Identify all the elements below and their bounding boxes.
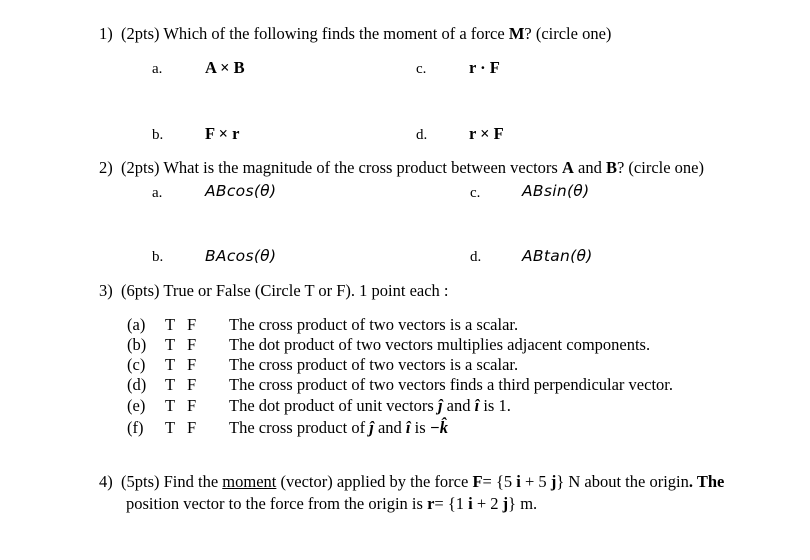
question-text: (2pts) Which of the following finds the moment of a force — [121, 24, 509, 43]
statement-text: The dot product of unit vectors — [229, 396, 438, 415]
false-option[interactable]: F — [187, 315, 197, 334]
question-text: (2pts) What is the magnitude of the cross product between vectors — [121, 158, 562, 177]
question-number: 1) — [99, 24, 113, 43]
option-expression: r · F — [469, 58, 500, 77]
tf-statement — [229, 396, 511, 416]
question-1-prompt — [99, 24, 611, 44]
tf-row — [127, 418, 225, 438]
tf-statement: The dot product of two vectors multiplies adjacent components. — [229, 335, 651, 354]
unit-vector-j: ĵ — [437, 396, 443, 415]
true-option[interactable]: T — [165, 418, 176, 437]
bold-vector: M — [508, 24, 525, 43]
unit-vector-j: j — [550, 472, 557, 491]
tf-row — [127, 375, 225, 395]
tf-label: (c) — [127, 355, 146, 374]
statement-text: and — [373, 418, 406, 437]
tf-row — [127, 355, 225, 375]
option-letter[interactable]: d. — [470, 249, 482, 265]
true-option[interactable]: T — [165, 315, 176, 334]
statement-text: is — [410, 418, 430, 437]
question-3-prompt — [99, 281, 449, 301]
tf-statement: The cross product of two vectors finds a third perpendicular vector. — [229, 375, 673, 394]
option-text[interactable]: ABtan(θ) — [522, 247, 593, 265]
tf-row — [127, 315, 225, 335]
false-option[interactable]: F — [187, 396, 197, 415]
force-value: + 5 — [520, 472, 551, 491]
tf-label: (d) — [127, 375, 147, 394]
statement-text: The cross product of — [229, 418, 370, 437]
option-letter[interactable]: c. — [416, 61, 427, 77]
tf-row — [127, 396, 225, 416]
unit-vector-i: î — [405, 418, 411, 437]
force-value: } N about the origin — [556, 472, 689, 491]
option-letter[interactable]: c. — [470, 185, 481, 201]
option-text[interactable] — [205, 124, 239, 144]
option-text[interactable]: BAcos(θ) — [205, 247, 277, 265]
tf-label: (b) — [127, 335, 147, 354]
bold-vector: A — [561, 158, 574, 177]
position-vector-label: r — [427, 494, 435, 513]
force-vector-label: F — [472, 472, 483, 491]
question-4-prompt — [99, 472, 724, 492]
question-number: 4) — [99, 472, 113, 491]
option-text[interactable] — [205, 58, 245, 78]
unit-vector-j: j — [502, 494, 509, 513]
position-value: = {1 — [434, 494, 469, 513]
option-text[interactable] — [469, 124, 504, 144]
option-letter[interactable]: a. — [152, 185, 163, 201]
question-number: 2) — [99, 158, 113, 177]
option-letter[interactable]: d. — [416, 127, 428, 143]
question-text: (5pts) Find the — [121, 472, 223, 491]
false-option[interactable]: F — [187, 375, 197, 394]
true-option[interactable]: T — [165, 396, 176, 415]
tf-label: (a) — [127, 315, 146, 334]
true-option[interactable]: T — [165, 355, 176, 374]
true-option[interactable]: T — [165, 335, 176, 354]
question-2-prompt — [99, 158, 704, 178]
tf-statement: The cross product of two vectors is a scalar. — [229, 315, 519, 334]
option-text[interactable]: ABsin(θ) — [522, 182, 590, 200]
false-option[interactable]: F — [187, 418, 197, 437]
tf-row — [127, 335, 225, 355]
option-letter[interactable]: b. — [152, 249, 164, 265]
force-value: = {5 — [482, 472, 517, 491]
unit-vector-i: î — [474, 396, 480, 415]
false-option[interactable]: F — [187, 335, 197, 354]
question-text-end: ? (circle one) — [616, 158, 704, 177]
tf-label: (e) — [127, 396, 146, 415]
question-4-line2 — [126, 494, 537, 514]
option-expression: A × B — [205, 58, 245, 77]
option-expression: F × r — [205, 124, 240, 143]
question-text: (vector) applied by the force — [276, 472, 473, 491]
question-number: 3) — [99, 281, 113, 300]
option-text[interactable] — [469, 58, 500, 78]
question-text: position vector to the force from the origin is — [126, 494, 428, 513]
question-text-and: and — [573, 158, 606, 177]
tf-statement — [229, 418, 448, 438]
true-option[interactable]: T — [165, 375, 176, 394]
position-value: } m. — [508, 494, 538, 513]
tf-label: (f) — [127, 418, 144, 437]
unit-vector-j: ĵ — [369, 418, 374, 437]
bold-vector: B — [605, 158, 617, 177]
statement-text: is 1. — [479, 396, 511, 415]
false-option[interactable]: F — [187, 355, 197, 374]
unit-vector-neg-k: −k̂ — [429, 418, 448, 437]
position-value: + 2 — [472, 494, 503, 513]
tf-statement: The cross product of two vectors is a scalar. — [229, 355, 519, 374]
question-text: (6pts) True or False (Circle T or F). 1 point each : — [121, 281, 449, 300]
option-text[interactable]: ABcos(θ) — [205, 182, 277, 200]
unit-vector-i: i — [516, 472, 521, 491]
option-expression: r × F — [469, 124, 504, 143]
question-text: . The — [688, 472, 725, 491]
option-letter[interactable]: b. — [152, 127, 164, 143]
option-letter[interactable]: a. — [152, 61, 163, 77]
question-text-end: ? (circle one) — [524, 24, 612, 43]
underlined-word: moment — [222, 472, 277, 491]
unit-vector-i: i — [468, 494, 473, 513]
statement-text: and — [442, 396, 475, 415]
